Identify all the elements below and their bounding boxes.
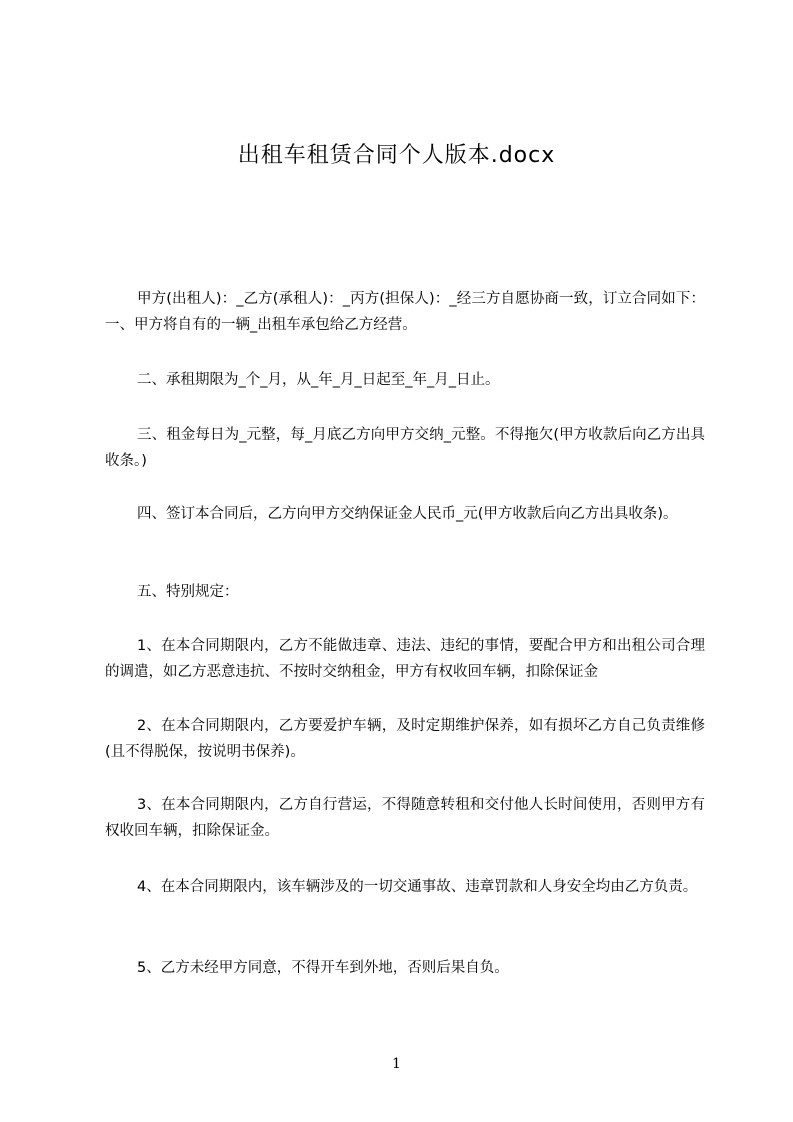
paragraph-clause-3: 3、在本合同期限内，乙方自行营运，不得随意转租和交付他人长时间使用，否则甲方有权收回车辆，扣除保证金。 bbox=[105, 797, 705, 839]
paragraph-deposit: 四、签订本合同后，乙方向甲方交纳保证金人民币_元(甲方收款后向乙方出具收条)。 bbox=[137, 506, 678, 522]
paragraph-rent: 三、租金每日为_元整，每_月底乙方向甲方交纳_元整。不得拖欠(甲方收款后向乙方出具收条。) bbox=[105, 427, 705, 469]
paragraph-clause-1: 1、在本合同期限内，乙方不能做违章、违法、违纪的事情，要配合甲方和出租公司合理的调遣，如乙方恶意违抗、不按时交纳租金，甲方有权收回车辆，扣除保证金 bbox=[105, 638, 705, 680]
paragraph-clause-4: 4、在本合同期限内，该车辆涉及的一切交通事故、违章罚款和人身安全均由乙方负责。 bbox=[137, 879, 698, 895]
paragraph-parties: 甲方(出租人)：_乙方(承租人)：_丙方(担保人)：_经三方自愿协商一致，订立合同如下：一、甲方将自有的一辆_出租车承包给乙方经营。 bbox=[105, 291, 705, 333]
paragraph-clause-5: 5、乙方未经甲方同意，不得开车到外地，否则后果自负。 bbox=[137, 960, 509, 976]
document-title: 出租车租赁合同个人版本.docx bbox=[237, 143, 556, 168]
paragraph-clause-2: 2、在本合同期限内，乙方要爱护车辆，及时定期维护保养，如有损坏乙方自己负责维修(且不得脱保，按说明书保养)。 bbox=[105, 718, 705, 760]
paragraph-lease-term: 二、承租期限为_个_月，从_年_月_日起至_年_月_日止。 bbox=[137, 372, 500, 388]
page-number: 1 bbox=[392, 1056, 401, 1072]
paragraph-special-provisions: 五、特别规定： bbox=[137, 584, 239, 600]
